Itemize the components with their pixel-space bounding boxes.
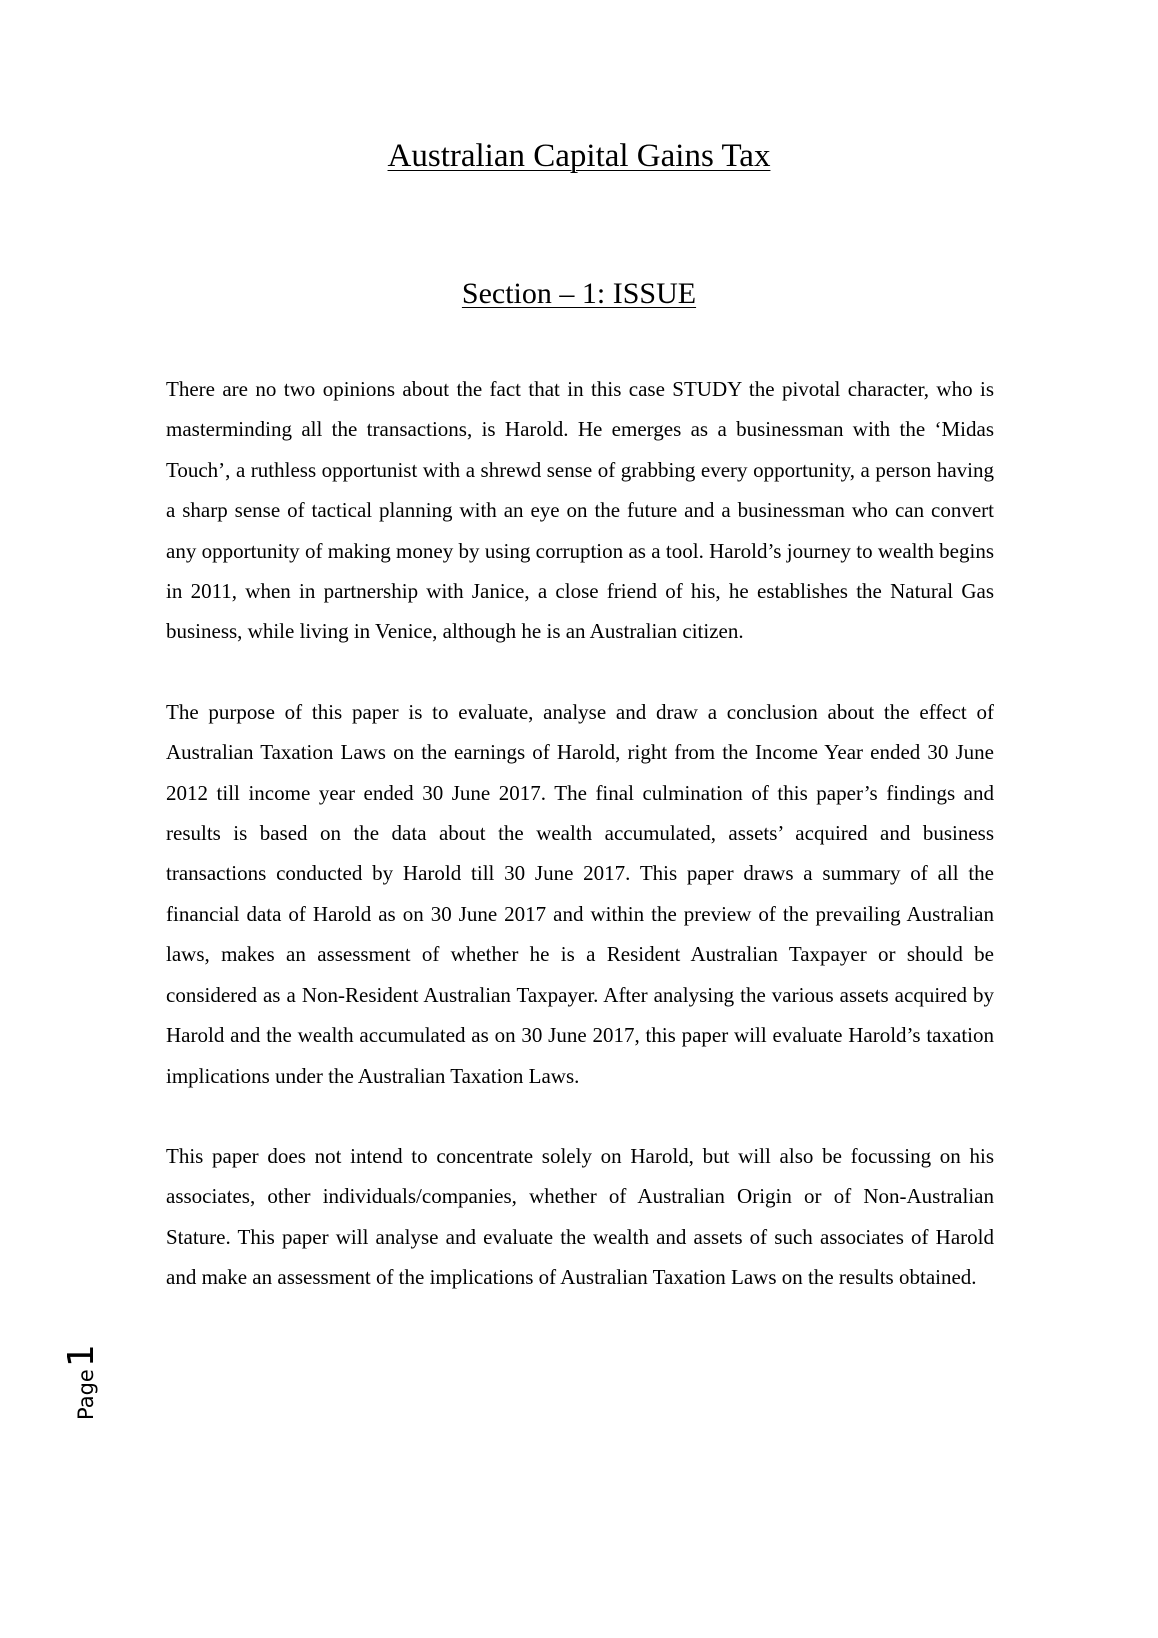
paragraph-1: There are no two opinions about the fact that in this case STUDY the pivotal character, who is masterminding all the transactions, is Harold. He emerges as a businessman with the ‘Midas Touch’, a ruthless opportunist with a shrewd sense of grabbing every opportunity, a person having a sharp sense of tactical planning with an eye on the future and a businessman who can convert any opportunity of making money by using corruption as a tool. Harold’s journey to wealth begins in 2011, when in partnership with Janice, a close friend of his, he establishes the Natural Gas business, while living in Venice, although he is an Australian citizen. <box>166 377 994 644</box>
page-label: Page <box>74 1369 98 1420</box>
section-heading: Section – 1: ISSUE <box>461 277 697 310</box>
page-number-marker <box>61 1344 104 1420</box>
paragraph-2: The purpose of this paper is to evaluate, analyse and draw a conclusion about the effect of Australian Taxation Laws on the earnings of Harold, right from the Income Year ended 30 June 2012 till income year ended 30 June 2017. The final culmination of this paper’s findings and results is based on the data about the wealth accumulated, assets’ acquired and business transactions conducted by Harold till 30 June 2017. This paper draws a summary of all the financial data of Harold as on 30 June 2017 and within the preview of the prevailing Australian laws, makes an assessment of whether he is a Resident Australian Taxpayer or should be considered as a Non-Resident Australian Taxpayer. After analysing the various assets acquired by Harold and the wealth accumulated as on 30 June 2017, this paper will evaluate Harold’s taxation implications under the Australian Taxation Laws. <box>166 699 994 1088</box>
document-body <box>166 369 994 1338</box>
paragraph-3: This paper does not intend to concentrate solely on Harold, but will also be focussing on his associates, other individuals/companies, whether of Australian Origin or of Non-Australian Stature. This paper will analyse and evaluate the wealth and assets of such associates of Harold and make an assessment of the implications of Australian Taxation Laws on the results obtained. <box>166 1143 994 1290</box>
page-number: 1 <box>61 1344 102 1368</box>
document-title: Australian Capital Gains Tax <box>387 138 771 174</box>
